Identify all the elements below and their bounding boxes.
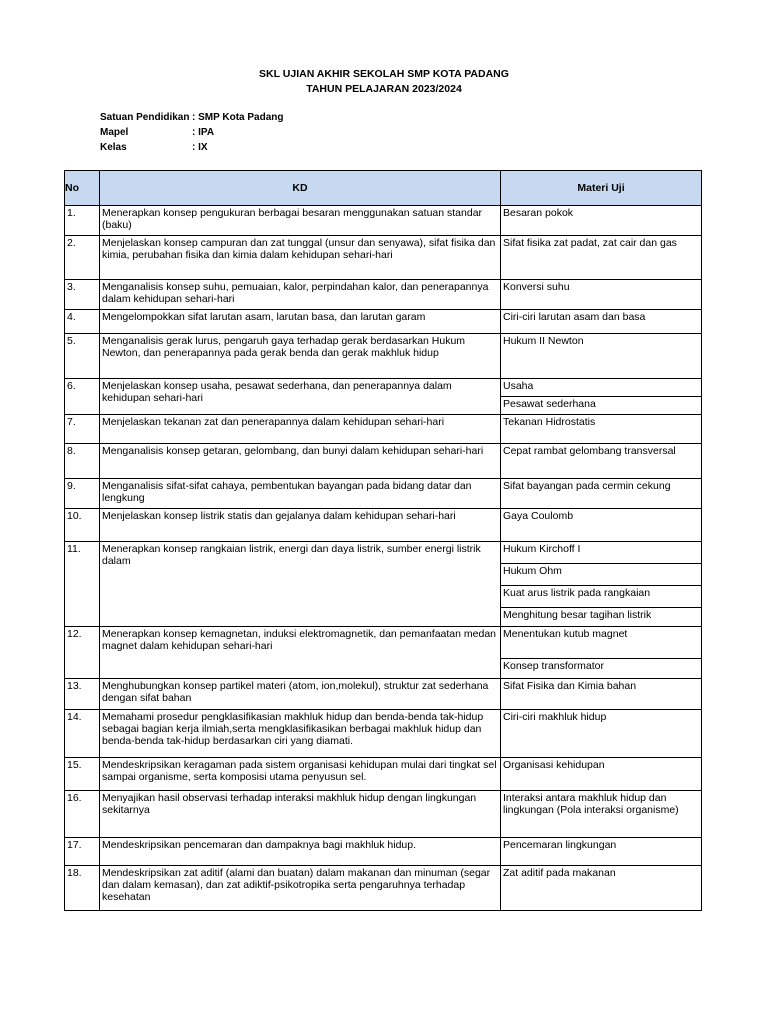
cell-materi-uji: Organisasi kehidupan xyxy=(501,758,702,791)
cell-materi-uji: Usaha xyxy=(501,379,702,397)
cell-no: 14. xyxy=(65,710,100,758)
table-row xyxy=(65,334,702,379)
table-row xyxy=(65,310,702,334)
cell-no: 18. xyxy=(65,866,100,911)
column-header-kd: KD xyxy=(100,171,501,206)
skl-table xyxy=(64,170,702,911)
cell-materi-uji: Menghitung besar tagihan listrik xyxy=(501,608,702,627)
table-row xyxy=(65,758,702,791)
cell-materi-uji: Sifat bayangan pada cermin cekung xyxy=(501,479,702,509)
cell-no: 2. xyxy=(65,236,100,280)
table-row xyxy=(65,236,702,280)
cell-materi-uji: Interaksi antara makhluk hidup dan lingkungan (Pola interaksi organisme) xyxy=(501,791,702,838)
table-row xyxy=(65,415,702,444)
table-row xyxy=(65,627,702,659)
table-row xyxy=(65,479,702,509)
cell-no: 3. xyxy=(65,280,100,310)
cell-no: 10. xyxy=(65,509,100,542)
info-mapel xyxy=(100,127,214,138)
column-header-no: No xyxy=(65,171,100,206)
info-kelas xyxy=(100,142,208,153)
cell-kd: Mendeskripsikan zat aditif (alami dan buatan) dalam makanan dan minuman (segar dan dalam kemasan), dan zat adiktif-psikotropika serta pengaruhnya terhadap kesehatan xyxy=(100,866,501,911)
cell-materi-uji: Konsep transformator xyxy=(501,659,702,679)
table-row xyxy=(65,791,702,838)
table-row xyxy=(65,206,702,236)
cell-kd: Menjelaskan tekanan zat dan penerapannya dalam kehidupan sehari-hari xyxy=(100,415,501,444)
table-row xyxy=(65,542,702,564)
cell-materi-uji: Tekanan Hidrostatis xyxy=(501,415,702,444)
cell-no: 17. xyxy=(65,838,100,866)
table-body xyxy=(65,206,702,911)
cell-kd: Menganalisis konsep getaran, gelombang, dan bunyi dalam kehidupan sehari-hari xyxy=(100,444,501,479)
cell-kd: Menjelaskan konsep listrik statis dan gejalanya dalam kehidupan sehari-hari xyxy=(100,509,501,542)
cell-materi-uji: Hukum Ohm xyxy=(501,564,702,586)
info-label: Mapel xyxy=(100,127,129,138)
table-row xyxy=(65,444,702,479)
table-header-row xyxy=(65,171,702,206)
cell-kd: Mengelompokkan sifat larutan asam, larutan basa, dan larutan garam xyxy=(100,310,501,334)
cell-no: 4. xyxy=(65,310,100,334)
table-row xyxy=(65,838,702,866)
cell-no: 6. xyxy=(65,379,100,415)
table-row xyxy=(65,379,702,397)
info-value: : IPA xyxy=(192,127,215,138)
cell-no: 12. xyxy=(65,627,100,679)
cell-kd: Menjelaskan konsep campuran dan zat tunggal (unsur dan senyawa), sifat fisika dan kimia, perubahan fisika dan kimia dalam kehidupan sehari-hari xyxy=(100,236,501,280)
cell-no: 16. xyxy=(65,791,100,838)
cell-kd: Menjelaskan konsep usaha, pesawat sederhana, dan penerapannya dalam kehidupan sehari-hari xyxy=(100,379,501,415)
info-label: Satuan Pendidikan xyxy=(100,112,190,123)
cell-kd: Menerapkan konsep rangkaian listrik, energi dan daya listrik, sumber energi listrik dalam xyxy=(100,542,501,627)
cell-kd: Mendeskripsikan pencemaran dan dampaknya bagi makhluk hidup. xyxy=(100,838,501,866)
cell-no: 13. xyxy=(65,679,100,710)
cell-materi-uji: Cepat rambat gelombang transversal xyxy=(501,444,702,479)
cell-kd: Memahami prosedur pengklasifikasian makhluk hidup dan benda-benda tak-hidup sebagai bagian kerja ilmiah,serta mengklasifikasikan berbagai makhluk hidup dan benda-benda tak-hidup berdasarkan ciri yang diamati. xyxy=(100,710,501,758)
cell-kd: Menganalisis gerak lurus, pengaruh gaya terhadap gerak berdasarkan Hukum Newton, dan penerapannya pada gerak benda dan gerak makhluk hidup xyxy=(100,334,501,379)
document-title: SKL UJIAN AKHIR SEKOLAH SMP KOTA PADANG xyxy=(259,68,509,80)
info-label: Kelas xyxy=(100,142,127,153)
table-row xyxy=(65,509,702,542)
info-value: : SMP Kota Padang xyxy=(192,112,284,123)
cell-no: 1. xyxy=(65,206,100,236)
cell-materi-uji: Menentukan kutub magnet xyxy=(501,627,702,659)
cell-materi-uji: Sifat fisika zat padat, zat cair dan gas xyxy=(501,236,702,280)
cell-kd: Menganalisis konsep suhu, pemuaian, kalor, perpindahan kalor, dan penerapannya dalam kehidupan sehari-hari xyxy=(100,280,501,310)
info-satuan-pendidikan xyxy=(100,112,284,123)
cell-materi-uji: Ciri-ciri larutan asam dan basa xyxy=(501,310,702,334)
cell-kd: Menyajikan hasil observasi terhadap interaksi makhluk hidup dengan lingkungan sekitarnya xyxy=(100,791,501,838)
table-row xyxy=(65,710,702,758)
cell-materi-uji: Pesawat sederhana xyxy=(501,397,702,415)
column-header-materi: Materi Uji xyxy=(501,171,702,206)
cell-kd: Menerapkan konsep kemagnetan, induksi elektromagnetik, dan pemanfaatan medan magnet dalam kehidupan sehari-hari xyxy=(100,627,501,679)
cell-materi-uji: Zat aditif pada makanan xyxy=(501,866,702,911)
cell-no: 15. xyxy=(65,758,100,791)
cell-materi-uji: Besaran pokok xyxy=(501,206,702,236)
document-subtitle: TAHUN PELAJARAN 2023/2024 xyxy=(306,83,462,95)
cell-kd: Menganalisis sifat-sifat cahaya, pembentukan bayangan pada bidang datar dan lengkung xyxy=(100,479,501,509)
cell-no: 9. xyxy=(65,479,100,509)
cell-materi-uji: Hukum Kirchoff I xyxy=(501,542,702,564)
table-row xyxy=(65,866,702,911)
cell-kd: Menerapkan konsep pengukuran berbagai besaran menggunakan satuan standar (baku) xyxy=(100,206,501,236)
cell-materi-uji: Hukum II Newton xyxy=(501,334,702,379)
table-row xyxy=(65,679,702,710)
cell-materi-uji: Pencemaran lingkungan xyxy=(501,838,702,866)
table-row xyxy=(65,280,702,310)
cell-materi-uji: Kuat arus listrik pada rangkaian xyxy=(501,586,702,608)
cell-materi-uji: Konversi suhu xyxy=(501,280,702,310)
cell-no: 11. xyxy=(65,542,100,627)
info-value: : IX xyxy=(192,142,208,153)
cell-materi-uji: Sifat Fisika dan Kimia bahan xyxy=(501,679,702,710)
cell-no: 5. xyxy=(65,334,100,379)
cell-materi-uji: Ciri-ciri makhluk hidup xyxy=(501,710,702,758)
cell-materi-uji: Gaya Coulomb xyxy=(501,509,702,542)
cell-no: 7. xyxy=(65,415,100,444)
cell-kd: Mendeskripsikan keragaman pada sistem organisasi kehidupan mulai dari tingkat sel sampai organisme, serta komposisi utama penyusun sel. xyxy=(100,758,501,791)
cell-kd: Menghubungkan konsep partikel materi (atom, ion,molekul), struktur zat sederhana dengan sifat bahan xyxy=(100,679,501,710)
cell-no: 8. xyxy=(65,444,100,479)
